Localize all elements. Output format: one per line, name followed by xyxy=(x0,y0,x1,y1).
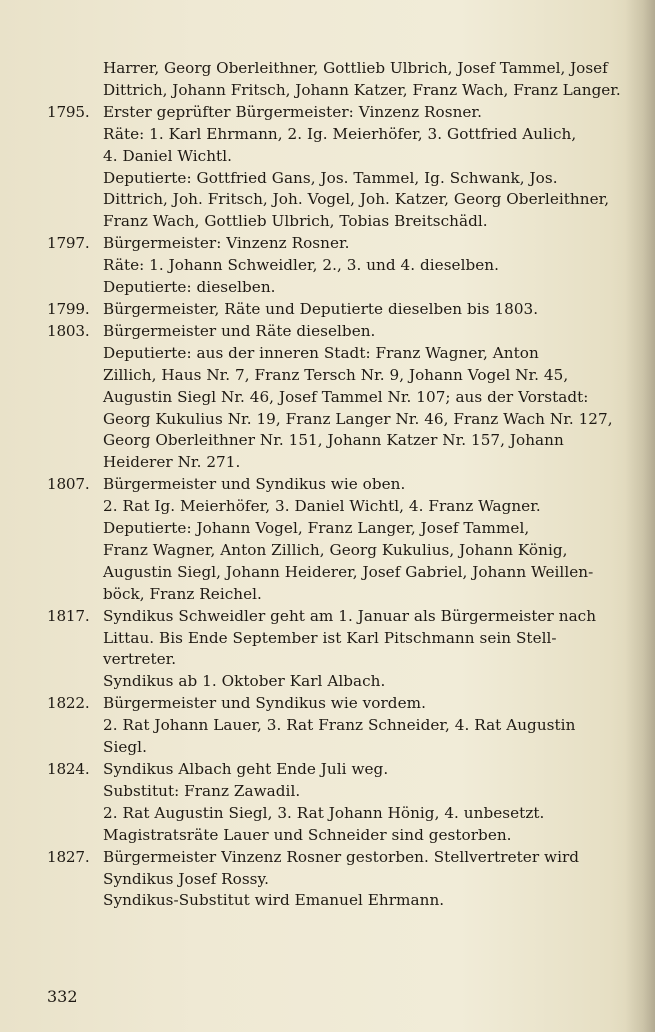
entry-1807 xyxy=(47,474,617,605)
text-line: Deputierte: aus der inneren Stadt: Franz Wagner, Anton xyxy=(103,343,539,362)
entry-year: 1817. xyxy=(47,606,90,625)
text-line: Bürgermeister Vinzenz Rosner gestorben. Stellvertreter wird xyxy=(103,847,580,866)
entry-year: 1797. xyxy=(47,234,90,253)
entry-1822 xyxy=(47,693,617,759)
text-line: Augustin Siegl, Johann Heiderer, Josef Gabriel, Johann Weillen- xyxy=(103,562,594,581)
text-line: Syndikus Albach geht Ende Juli weg. xyxy=(103,760,389,778)
text-line: Harrer, Georg Oberleithner, Gottlieb Ulbrich, Josef Tammel, Josef xyxy=(103,59,608,77)
text-line: Räte: 1. Karl Ehrmann, 2. Ig. Meierhöfer, 3. Gottfried Aulich, xyxy=(103,124,577,143)
text-line: Syndikus ab 1. Oktober Karl Albach. xyxy=(103,672,386,691)
text-line: 2. Rat Johann Lauer, 3. Rat Franz Schneider, 4. Rat Augustin xyxy=(103,716,576,735)
text-line: Dittrich, Johann Fritsch, Johann Katzer, Franz Wach, Franz Langer. xyxy=(103,80,621,99)
text-line: Zillich, Haus Nr. 7, Franz Tersch Nr. 9, Johann Vogel Nr. 45, xyxy=(103,365,569,384)
page-gutter-shadow xyxy=(625,0,655,1032)
text-line: Deputierte: dieselben. xyxy=(103,278,276,297)
text-line: Georg Oberleithner Nr. 151, Johann Katzer Nr. 157, Johann xyxy=(103,431,564,450)
text-line: Littau. Bis Ende September ist Karl Pitschmann sein Stell- xyxy=(103,628,557,647)
text-line: Syndikus Josef Rossy. xyxy=(103,869,270,888)
entry-1827 xyxy=(47,847,617,913)
text-line: Dittrich, Joh. Fritsch, Joh. Vogel, Joh. Katzer, Georg Oberleithner, xyxy=(103,190,610,209)
text-line: Magistratsräte Lauer und Schneider sind gestorben. xyxy=(103,825,512,844)
text-line: Bürgermeister: Vinzenz Rosner. xyxy=(103,234,350,253)
text-line: Erster geprüfter Bürgermeister: Vinzenz Rosner. xyxy=(103,102,482,121)
text-line: böck, Franz Reichel. xyxy=(103,584,262,603)
text-line: Augustin Siegl Nr. 46, Josef Tammel Nr. 107; aus der Vorstadt: xyxy=(103,387,589,406)
entry-1824 xyxy=(47,759,617,847)
page-number: 332 xyxy=(47,987,78,1006)
text-line: Georg Kukulius Nr. 19, Franz Langer Nr. 46, Franz Wach Nr. 127, xyxy=(103,409,613,428)
entry-1817 xyxy=(47,606,617,694)
entry-1803 xyxy=(47,321,617,474)
entry-year: 1799. xyxy=(47,299,90,318)
text-line: Bürgermeister, Räte und Deputierte dieselben bis 1803. xyxy=(103,299,539,318)
text-line: 4. Daniel Wichtl. xyxy=(103,146,232,165)
text-line: Deputierte: Gottfried Gans, Jos. Tammel, Ig. Schwank, Jos. xyxy=(103,168,558,187)
entry-year: 1803. xyxy=(47,321,90,340)
text-line: 2. Rat Ig. Meierhöfer, 3. Daniel Wichtl, 4. Franz Wagner. xyxy=(103,497,541,516)
entry-year: 1807. xyxy=(47,475,90,494)
text-line: vertreter. xyxy=(103,650,177,669)
entry-year: 1822. xyxy=(47,694,90,713)
entry-year: 1824. xyxy=(47,760,90,778)
text-line: Bürgermeister und Syndikus wie vordem. xyxy=(103,694,426,713)
text-line: Substitut: Franz Zawadil. xyxy=(103,781,301,800)
entry-year: 1795. xyxy=(47,102,90,121)
text-line: Bürgermeister und Syndikus wie oben. xyxy=(103,475,406,494)
text-line: Syndikus-Substitut wird Emanuel Ehrmann. xyxy=(103,891,445,910)
entry-year: 1827. xyxy=(47,847,90,866)
intro-continuation xyxy=(47,58,621,102)
text-line: 2. Rat Augustin Siegl, 3. Rat Johann Hönig, 4. unbesetzt. xyxy=(103,803,545,822)
text-line: Franz Wagner, Anton Zillich, Georg Kukulius, Johann König, xyxy=(103,540,568,559)
text-line: Heiderer Nr. 271. xyxy=(103,453,241,472)
text-line: Deputierte: Johann Vogel, Franz Langer, Josef Tammel, xyxy=(103,519,530,538)
page-text xyxy=(47,58,621,912)
entry-1795 xyxy=(47,102,617,233)
entry-1797 xyxy=(47,233,617,299)
text-line: Franz Wach, Gottlieb Ulbrich, Tobias Breitschädl. xyxy=(103,212,488,231)
text-line: Bürgermeister und Räte dieselben. xyxy=(103,321,376,340)
text-line: Räte: 1. Johann Schweidler, 2., 3. und 4. dieselben. xyxy=(103,256,500,275)
text-line: Syndikus Schweidler geht am 1. Januar als Bürgermeister nach xyxy=(103,606,597,625)
text-line: Siegl. xyxy=(103,738,147,757)
entry-1799 xyxy=(47,299,617,321)
